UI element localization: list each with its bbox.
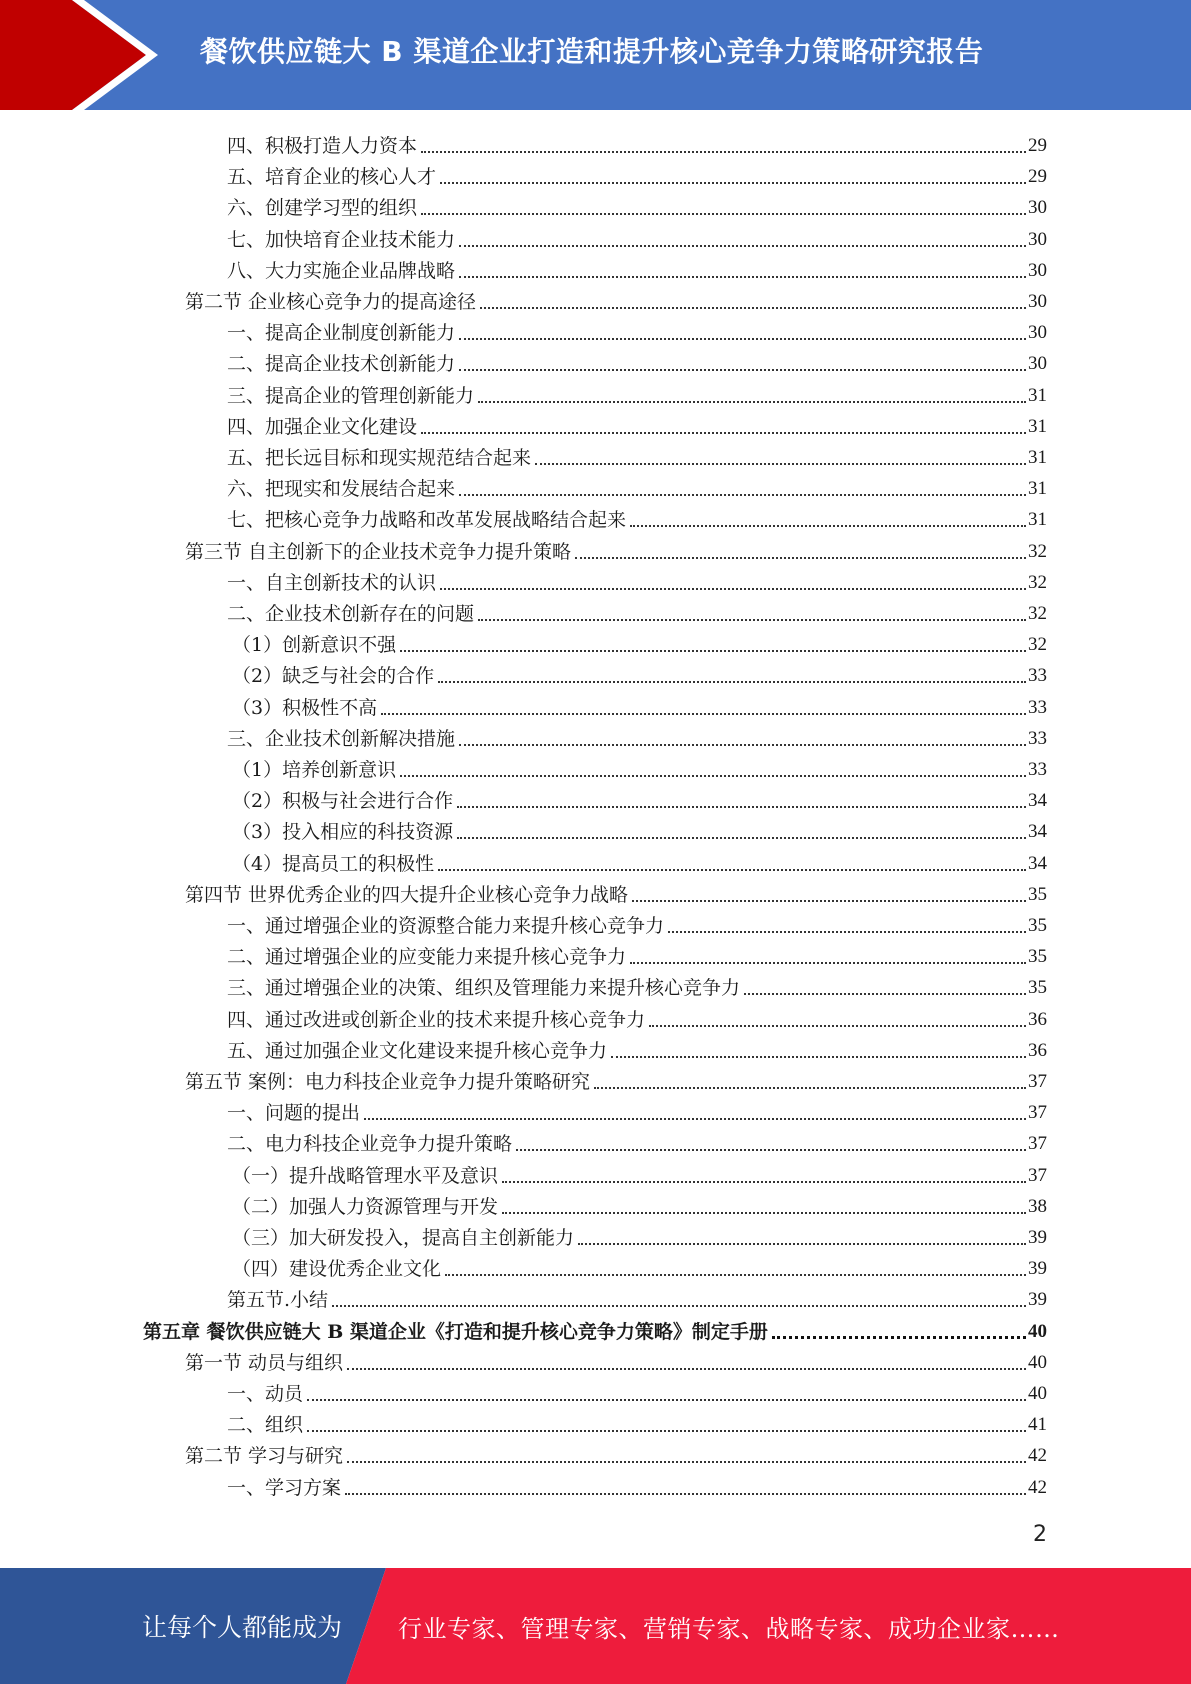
footer-slogan-left: 让每个人都能成为: [142, 1613, 343, 1642]
toc-entry-label: 一、动员: [227, 1383, 304, 1405]
toc-entry-label: （2）积极与社会进行合作: [232, 790, 454, 813]
toc-entry-label: 二、企业技术创新存在的问题: [227, 603, 475, 625]
toc-entry[interactable]: [227, 1126, 1047, 1157]
toc-entry-page: 37: [1028, 1071, 1047, 1092]
toc-entry-page: 39: [1028, 1289, 1047, 1311]
toc-entry-page: 33: [1028, 696, 1047, 718]
toc-entry-label: 第五节.小结: [227, 1289, 329, 1312]
toc-dot-leader: [516, 1149, 1026, 1151]
toc-dot-leader: [440, 588, 1026, 590]
toc-entry[interactable]: [227, 378, 1047, 409]
toc-entry-label: 第三节 自主创新下的企业技术竞争力提升策略: [185, 540, 572, 563]
toc-entry[interactable]: [227, 409, 1047, 440]
page-footer: [0, 1568, 1191, 1684]
toc-dot-leader: [400, 775, 1026, 777]
toc-dot-leader: [345, 1493, 1026, 1495]
toc-dot-leader: [457, 837, 1026, 839]
toc-entry-label: （3）投入相应的科技资源: [232, 821, 454, 844]
toc-entry-page: 32: [1028, 540, 1047, 562]
toc-dot-leader: [438, 869, 1026, 871]
toc-dot-leader: [457, 806, 1026, 808]
toc-entry-page: 39: [1028, 1227, 1047, 1248]
toc-entry-label: 八、大力实施企业品牌战略: [227, 259, 456, 282]
toc-entry-page: 30: [1028, 259, 1047, 281]
toc-entry[interactable]: [232, 783, 1047, 814]
toc-entry-label: 六、创建学习型的组织: [227, 197, 418, 220]
toc-entry[interactable]: [185, 1438, 1047, 1469]
toc-entry-page: 32: [1028, 634, 1047, 656]
toc-entry-label: （1）培养创新意识: [232, 759, 397, 781]
toc-entry-label: 七、把核心竞争力战略和改革发展战略结合起来: [227, 509, 627, 532]
toc-entry[interactable]: [227, 440, 1047, 471]
toc-entry-page: 40: [1028, 1351, 1047, 1373]
toc-entry-page: 36: [1028, 1008, 1047, 1030]
toc-entry[interactable]: [227, 565, 1047, 596]
toc-entry[interactable]: [227, 222, 1047, 253]
toc-entry[interactable]: [227, 346, 1047, 377]
toc-entry[interactable]: [227, 128, 1047, 159]
toc-entry-label: 一、通过增强企业的资源整合能力来提升核心竞争力: [227, 915, 665, 937]
toc-entry-page: 30: [1028, 291, 1047, 312]
toc-entry[interactable]: [227, 1033, 1047, 1064]
toc-entry[interactable]: [143, 1314, 1047, 1345]
toc-entry[interactable]: [232, 1158, 1047, 1189]
toc-entry-page: 36: [1028, 1039, 1047, 1061]
toc-entry-label: 三、提高企业的管理创新能力: [227, 384, 475, 407]
toc-dot-leader: [400, 650, 1026, 652]
toc-entry[interactable]: [232, 690, 1047, 721]
toc-entry-label: 第一节 动员与组织: [185, 1351, 344, 1374]
toc-entry[interactable]: [185, 1064, 1047, 1095]
toc-dot-leader: [480, 307, 1026, 309]
toc-dot-leader: [632, 900, 1026, 902]
toc-entry-page: 34: [1028, 790, 1047, 812]
toc-entry-label: 第五章 餐饮供应链大 B 渠道企业《打造和提升核心竞争力策略》制定手册: [143, 1320, 768, 1343]
toc-dot-leader: [347, 1368, 1026, 1370]
toc-entry-label: （2）缺乏与社会的合作: [232, 665, 435, 688]
toc-entry[interactable]: [227, 315, 1047, 346]
toc-dot-leader: [459, 494, 1026, 496]
toc-entry[interactable]: [232, 658, 1047, 689]
toc-entry-label: 二、电力科技企业竞争力提升策略: [227, 1133, 513, 1156]
toc-entry[interactable]: [227, 721, 1047, 752]
toc-dot-leader: [630, 525, 1026, 527]
toc-entry-page: 37: [1028, 1133, 1047, 1155]
toc-entry-label: （三）加大研发投入，提高自主创新能力: [232, 1227, 575, 1249]
toc-dot-leader: [459, 369, 1026, 371]
toc-dot-leader: [364, 1118, 1026, 1120]
toc-entry-label: 第五节 案例：电力科技企业竞争力提升策略研究: [185, 1071, 591, 1093]
toc-entry-page: 33: [1028, 759, 1047, 780]
toc-entry[interactable]: [227, 1407, 1047, 1438]
toc-entry-page: 35: [1028, 883, 1047, 905]
toc-entry[interactable]: [232, 1251, 1047, 1282]
toc-dot-leader: [772, 1336, 1026, 1339]
toc-entry-page: 34: [1028, 852, 1047, 874]
toc-dot-leader: [459, 245, 1026, 247]
toc-entry-label: 一、问题的提出: [227, 1102, 361, 1125]
toc-entry-page: 39: [1028, 1258, 1047, 1280]
toc-entry[interactable]: [227, 596, 1047, 627]
toc-entry[interactable]: [232, 846, 1047, 877]
toc-entry-label: 二、组织: [227, 1414, 304, 1437]
toc-dot-leader: [575, 557, 1026, 559]
toc-entry-label: 一、自主创新技术的认识: [227, 571, 437, 594]
toc-entry-page: 32: [1028, 603, 1047, 624]
toc-dot-leader: [611, 1056, 1026, 1058]
toc-entry[interactable]: [185, 1345, 1047, 1376]
toc-entry[interactable]: [227, 970, 1047, 1001]
toc-entry-label: 四、通过改进或创新企业的技术来提升核心竞争力: [227, 1008, 646, 1031]
toc-entry-page: 30: [1028, 322, 1047, 344]
toc-entry-label: 四、积极打造人力资本: [227, 135, 418, 157]
toc-dot-leader: [347, 1461, 1026, 1463]
toc-dot-leader: [421, 151, 1026, 153]
toc-entry[interactable]: [232, 752, 1047, 783]
toc-dot-leader: [668, 931, 1026, 933]
toc-entry-page: 37: [1028, 1102, 1047, 1124]
toc-entry-label: 三、企业技术创新解决措施: [227, 727, 456, 750]
toc-entry-page: 41: [1028, 1414, 1047, 1436]
toc-dot-leader: [440, 182, 1026, 184]
toc-entry-label: 五、把长远目标和现实规范结合起来: [227, 447, 532, 469]
toc-dot-leader: [649, 1025, 1026, 1027]
toc-dot-leader: [630, 962, 1026, 964]
toc-entry-page: 33: [1028, 727, 1047, 749]
toc-entry-label: （3）积极性不高: [232, 696, 378, 719]
toc-dot-leader: [307, 1430, 1026, 1432]
toc-entry[interactable]: [232, 627, 1047, 658]
toc-entry[interactable]: [232, 1220, 1047, 1251]
toc-entry-label: 一、学习方案: [227, 1476, 342, 1499]
toc-dot-leader: [438, 681, 1026, 683]
toc-entry-label: 二、通过增强企业的应变能力来提升核心竞争力: [227, 946, 627, 969]
toc-entry[interactable]: [227, 159, 1047, 190]
toc-entry[interactable]: [185, 534, 1047, 565]
toc-entry-label: 第四节 世界优秀企业的四大提升企业核心竞争力战略: [185, 883, 629, 906]
toc-entry[interactable]: [227, 1376, 1047, 1407]
toc-entry[interactable]: [227, 1002, 1047, 1033]
toc-entry-page: 40: [1028, 1320, 1047, 1342]
toc-dot-leader: [478, 401, 1026, 403]
toc-entry[interactable]: [227, 939, 1047, 970]
toc-entry-page: 38: [1028, 1195, 1047, 1217]
toc-dot-leader: [445, 1274, 1026, 1276]
toc-entry-page: 31: [1028, 447, 1047, 468]
toc-entry[interactable]: [227, 502, 1047, 533]
toc-entry-label: 第二节 学习与研究: [185, 1445, 344, 1468]
toc-dot-leader: [332, 1305, 1026, 1307]
toc-entry-label: （1）创新意识不强: [232, 634, 397, 657]
toc-entry-label: 四、加强企业文化建设: [227, 415, 418, 438]
page-number: 2: [1033, 1522, 1047, 1547]
toc-entry-page: 35: [1028, 946, 1047, 968]
toc-entry-page: 37: [1028, 1164, 1047, 1186]
toc-dot-leader: [459, 744, 1026, 746]
toc-entry[interactable]: [227, 253, 1047, 284]
toc-entry-page: 29: [1028, 166, 1047, 188]
toc-entry[interactable]: [227, 1095, 1047, 1126]
document-title: 餐饮供应链大 B 渠道企业打造和提升核心竞争力策略研究报告: [200, 35, 984, 68]
toc-entry-page: 42: [1028, 1476, 1047, 1498]
toc-entry-page: 30: [1028, 353, 1047, 375]
toc-entry-label: 三、通过增强企业的决策、组织及管理能力来提升核心竞争力: [227, 977, 741, 1000]
toc-dot-leader: [502, 1181, 1026, 1183]
toc-entry-label: （二）加强人力资源管理与开发: [232, 1195, 499, 1218]
toc-entry[interactable]: [232, 1189, 1047, 1220]
toc-entry-label: （一）提升战略管理水平及意识: [232, 1164, 499, 1187]
toc-entry[interactable]: [185, 877, 1047, 908]
toc-entry[interactable]: [227, 190, 1047, 221]
toc-entry-page: 31: [1028, 478, 1047, 500]
toc-entry-page: 31: [1028, 509, 1047, 531]
toc-entry-page: 33: [1028, 665, 1047, 687]
toc-dot-leader: [459, 276, 1026, 278]
toc-dot-leader: [421, 213, 1026, 215]
toc-dot-leader: [502, 1212, 1026, 1214]
toc-dot-leader: [535, 463, 1026, 465]
toc-dot-leader: [478, 619, 1026, 621]
toc-entry-page: 30: [1028, 228, 1047, 250]
toc-entry-label: （四）建设优秀企业文化: [232, 1258, 442, 1281]
toc-entry-label: 一、提高企业制度创新能力: [227, 322, 456, 345]
toc-entry-label: 二、提高企业技术创新能力: [227, 353, 456, 376]
toc-entry-page: 35: [1028, 915, 1047, 936]
toc-entry-page: 29: [1028, 135, 1047, 156]
toc-dot-leader: [459, 338, 1026, 340]
toc-dot-leader: [578, 1243, 1026, 1245]
toc-entry-page: 30: [1028, 197, 1047, 219]
page-header: [0, 0, 1191, 110]
toc-entry-page: 42: [1028, 1445, 1047, 1467]
toc-entry-label: （4）提高员工的积极性: [232, 852, 435, 875]
toc-entry[interactable]: [227, 1282, 1047, 1313]
toc-entry[interactable]: [227, 471, 1047, 502]
toc-entry-label: 五、培育企业的核心人才: [227, 166, 437, 189]
toc-entry[interactable]: [227, 908, 1047, 939]
toc-entry-page: 31: [1028, 415, 1047, 437]
toc-entry[interactable]: [185, 284, 1047, 315]
toc-entry[interactable]: [227, 1470, 1047, 1501]
toc-dot-leader: [421, 432, 1026, 434]
toc-entry-label: 六、把现实和发展结合起来: [227, 478, 456, 501]
toc-entry-page: 31: [1028, 384, 1047, 406]
toc-entry-label: 五、通过加强企业文化建设来提升核心竞争力: [227, 1039, 608, 1062]
toc-entry-page: 35: [1028, 977, 1047, 999]
toc-dot-leader: [744, 993, 1026, 995]
toc-entry-label: 第二节 企业核心竞争力的提高途径: [185, 291, 477, 313]
toc-entry-page: 40: [1028, 1383, 1047, 1404]
toc-dot-leader: [307, 1399, 1026, 1401]
toc-dot-leader: [594, 1087, 1026, 1089]
toc-dot-leader: [381, 713, 1026, 715]
footer-slogan-right: 行业专家、管理专家、营销专家、战略专家、成功企业家……: [398, 1614, 1060, 1643]
toc-entry[interactable]: [232, 814, 1047, 845]
toc-entry-page: 34: [1028, 821, 1047, 843]
toc-entry-page: 32: [1028, 571, 1047, 593]
toc-entry-label: 七、加快培育企业技术能力: [227, 228, 456, 251]
